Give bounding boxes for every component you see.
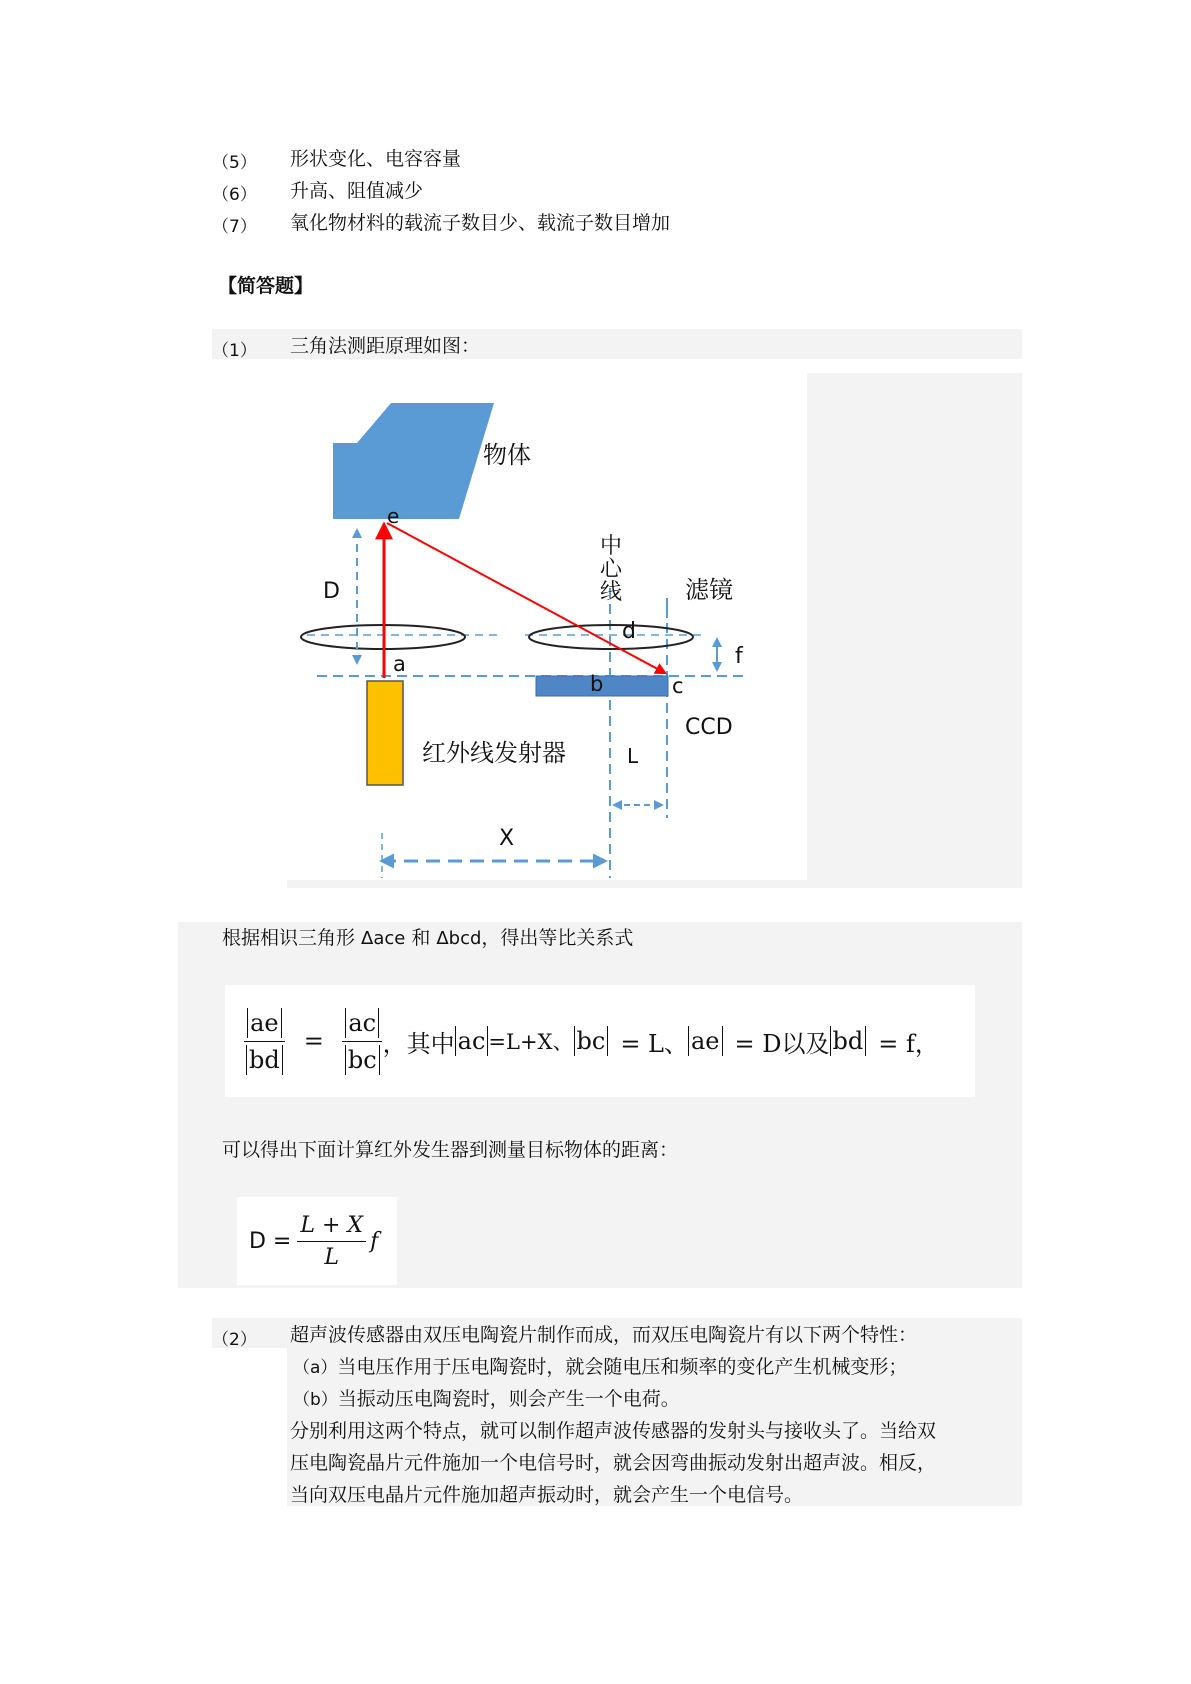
answer-6-text: 升高、阻值减少 bbox=[290, 180, 424, 202]
q2-item-b bbox=[293, 1386, 680, 1413]
q1-number: （1） bbox=[212, 341, 257, 361]
fraction-ae-bd bbox=[243, 1008, 286, 1075]
triangulation-diagram bbox=[287, 373, 807, 880]
section-title: 【简答题】 bbox=[218, 275, 314, 297]
center-line-label-2: 心 bbox=[600, 557, 623, 582]
formula-fraction bbox=[297, 1213, 366, 1270]
q2-line-1: 超声波传感器由双压电陶瓷片制作而成，而双压电陶瓷片有以下两个特性： bbox=[290, 1324, 918, 1346]
where-text: ，其中 bbox=[382, 1029, 455, 1058]
ccd-label: CCD bbox=[685, 715, 733, 740]
formula-distance bbox=[237, 1197, 397, 1285]
point-a-label: a bbox=[393, 652, 406, 676]
relation-bc: = L、 bbox=[620, 1029, 688, 1058]
emitter-label: 红外线发射器 bbox=[422, 739, 566, 767]
explanation-line-2: 可以得出下面计算红外发生器到测量目标物体的距离： bbox=[222, 1139, 679, 1161]
explanation-pre: 根据相识三角形 bbox=[222, 927, 356, 949]
abs-bd: bd bbox=[246, 1045, 283, 1075]
relation-bd: = f， bbox=[878, 1029, 939, 1058]
relation-ae: = D以及 bbox=[734, 1029, 830, 1058]
relation-ac: =L+X、 bbox=[488, 1030, 574, 1054]
center-line-label-1: 中 bbox=[600, 534, 623, 559]
q1-text: 三角法测距原理如图： bbox=[290, 335, 481, 357]
abs-ae-2: ae bbox=[688, 1026, 723, 1056]
q2-item-a-text: 当电压作用于压电陶瓷时，就会随电压和频率的变化产生机械变形； bbox=[337, 1356, 908, 1378]
abs-ac-2: ac bbox=[455, 1026, 489, 1056]
triangle-ace: Δace bbox=[361, 928, 406, 949]
infrared-emitter bbox=[367, 681, 403, 785]
abs-bd-2: bd bbox=[830, 1026, 867, 1056]
point-d-label: d bbox=[622, 619, 636, 644]
formula-denominator: L bbox=[324, 1244, 340, 1270]
answer-5-text: 形状变化、电容容量 bbox=[290, 148, 462, 170]
explanation-post: ，得出等比关系式 bbox=[481, 927, 634, 949]
formula-numerator: L + X bbox=[297, 1213, 366, 1242]
abs-bc: bc bbox=[345, 1045, 380, 1075]
label-f: f bbox=[735, 644, 743, 669]
abs-bc-2: bc bbox=[574, 1026, 609, 1056]
label-L: L bbox=[627, 744, 639, 768]
q2-paragraph-line-3: 当向双压电晶片元件施加超声振动时，就会产生一个电信号。 bbox=[290, 1484, 804, 1506]
q2-item-b-text: 当振动压电陶瓷时，则会产生一个电荷。 bbox=[337, 1388, 680, 1410]
answer-6-number: （6） bbox=[212, 185, 257, 205]
abs-ae: ae bbox=[247, 1008, 282, 1038]
q2-paragraph-line-2: 压电陶瓷晶片元件施加一个电信号时，就会因弯曲振动发射出超声波。相反， bbox=[290, 1452, 937, 1474]
point-e-label: e bbox=[387, 504, 400, 528]
center-line-label-3: 线 bbox=[600, 580, 623, 605]
q2-item-b-mark: （b） bbox=[293, 1390, 338, 1410]
q2-item-a bbox=[293, 1354, 907, 1381]
object-label: 物体 bbox=[483, 441, 531, 469]
abs-ac: ac bbox=[345, 1008, 379, 1038]
label-X: X bbox=[499, 826, 515, 851]
fraction-ac-bc bbox=[342, 1008, 383, 1075]
q2-paragraph-line-1: 分别利用这两个特点，就可以制作超声波传感器的发射头与接收头了。当给双 bbox=[290, 1420, 937, 1442]
answer-7-text: 氧化物材料的载流子数目少、载流子数目增加 bbox=[290, 212, 671, 234]
diagram-bottom-shade bbox=[287, 880, 1022, 888]
diagram-side-shade bbox=[806, 373, 1022, 888]
equals-sign: = bbox=[303, 1027, 324, 1055]
point-b-label: b bbox=[590, 672, 604, 696]
q2-item-a-mark: （a） bbox=[293, 1358, 338, 1378]
explanation-line-1 bbox=[222, 925, 633, 952]
answer-7-number: （7） bbox=[212, 217, 257, 237]
formula-f: f bbox=[370, 1228, 379, 1254]
answer-5-number: （5） bbox=[212, 153, 257, 173]
explanation-and: 和 bbox=[411, 927, 431, 949]
filter-label: 滤镜 bbox=[685, 576, 733, 604]
label-D: D bbox=[323, 579, 340, 604]
triangle-bcd: Δbcd bbox=[436, 928, 482, 949]
point-c-label: c bbox=[672, 674, 684, 698]
q2-number: （2） bbox=[212, 1330, 257, 1350]
formula-lhs: D = bbox=[249, 1228, 292, 1254]
formula-ratio bbox=[225, 985, 975, 1097]
